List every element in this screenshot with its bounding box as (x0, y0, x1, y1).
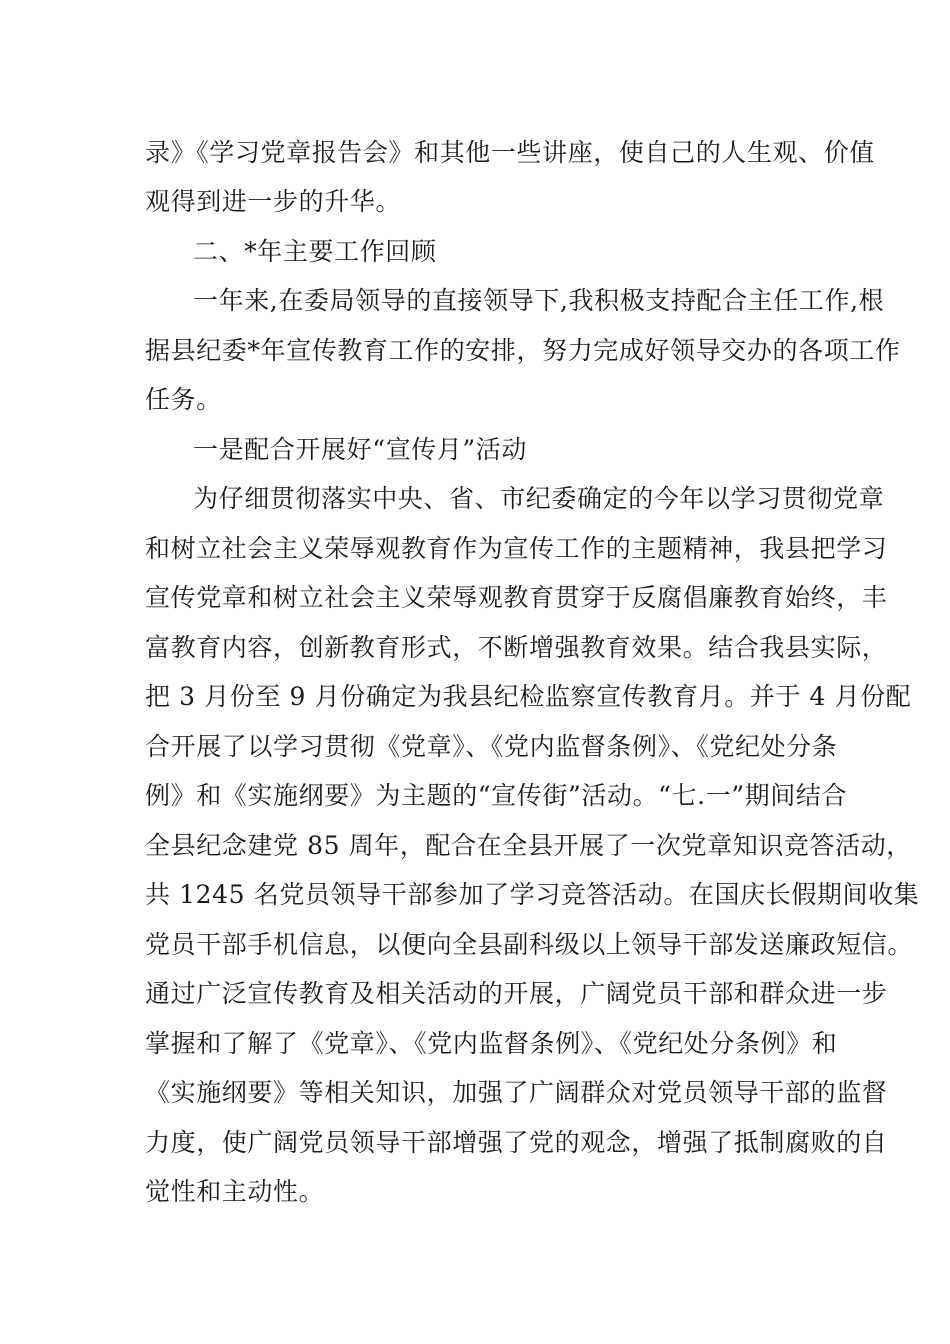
text-line: 合开展了以学习贯彻《党章》、《党内监督条例》、《党纪处分条 (145, 732, 838, 761)
text-line: 例》和《实施纲要》为主题的“宣传街”活动。“七.一”期间结合 (145, 781, 848, 810)
section-heading: 二、*年主要工作回顾 (193, 237, 437, 266)
text-line: 据县纪委*年宣传教育工作的安排，努力完成好领导交办的各项工作 (145, 336, 901, 365)
text-line: 富教育内容，创新教育形式，不断增强教育效果。结合我县实际， (145, 633, 888, 662)
text-line: 全县纪念建党 85 周年，配合在全县开展了一次党章知识竞答活动， (145, 831, 912, 860)
text-line: 党员干部手机信息，以便向全县副科级以上领导干部发送廉政短信。 (145, 930, 914, 959)
text-line: 和树立社会主义荣辱观教育作为宣传工作的主题精神，我县把学习 (145, 534, 888, 563)
text-line: 任务。 (145, 385, 222, 414)
text-line: 宣传党章和树立社会主义荣辱观教育贯穿于反腐倡廉教育始终，丰 (145, 583, 888, 612)
text-line: 把 3 月份至 9 月份确定为我县纪检监察宣传教育月。并于 4 月份配 (145, 682, 912, 711)
text-line: 《实施纲要》等相关知识，加强了广阔群众对党员领导干部的监督 (145, 1078, 888, 1107)
subsection-heading: 一是配合开展好“宣传月”活动 (193, 435, 527, 464)
text-line: 力度，使广阔党员领导干部增强了党的观念，增强了抵制腐败的自 (145, 1128, 888, 1157)
text-line: 一年来,在委局领导的直接领导下,我积极支持配合主任工作,根 (193, 286, 885, 315)
text-line: 通过广泛宣传教育及相关活动的开展，广阔党员干部和群众进一步 (145, 979, 888, 1008)
text-line: 掌握和了解了《党章》、《党内监督条例》、《党纪处分条例》和 (145, 1029, 838, 1058)
text-line: 观得到进一步的升华。 (145, 187, 402, 216)
text-line: 觉性和主动性。 (145, 1177, 325, 1206)
text-line: 为仔细贯彻落实中央、省、市纪委确定的今年以学习贯彻党章 (193, 484, 885, 513)
text-line: 共 1245 名党员领导干部参加了学习竞答活动。在国庆长假期间收集 (145, 880, 920, 909)
text-line: 录》《学习党章报告会》和其他一些讲座，使自己的人生观、价值 (145, 138, 875, 167)
